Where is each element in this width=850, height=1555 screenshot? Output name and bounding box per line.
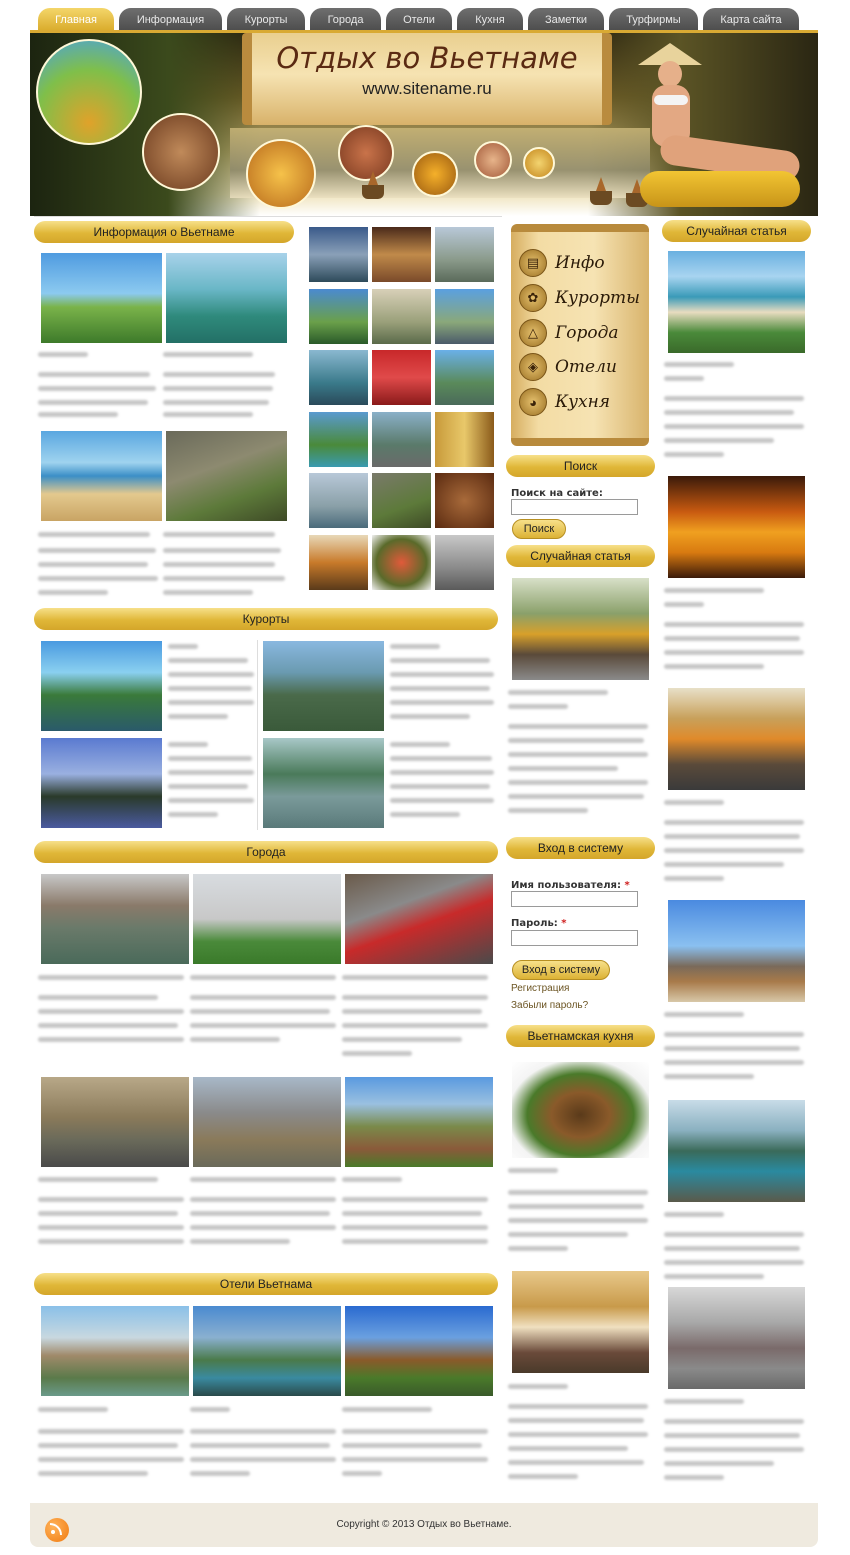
resort-image-3[interactable]	[262, 640, 385, 732]
search-title: Поиск	[506, 455, 655, 477]
username-label: Имя пользователя: *	[511, 880, 630, 891]
gallery-photo[interactable]	[434, 288, 495, 345]
nav-tab-hotels[interactable]: Отели	[386, 8, 452, 32]
sidebar-item-label: Города	[555, 323, 619, 343]
nav-tab-tourfirms[interactable]: Турфирмы	[609, 8, 698, 32]
sidebar-item-cities[interactable]	[519, 318, 641, 348]
section-title-resorts[interactable]: Курорты	[34, 608, 498, 630]
random-article-title: Случайная статья	[506, 545, 655, 567]
nav-tab-resorts[interactable]: Курорты	[227, 8, 305, 32]
site-title: Отдых во Вьетнаме	[276, 41, 578, 75]
register-link[interactable]: Регистрация	[511, 983, 570, 994]
header-circle-angkor	[246, 139, 316, 209]
city-image-2[interactable]	[192, 873, 342, 965]
login-button[interactable]: Вход в систему	[512, 960, 610, 980]
right-article-image-2[interactable]	[667, 475, 806, 579]
info-image-halong[interactable]	[165, 252, 288, 344]
gallery-photo[interactable]	[434, 534, 495, 591]
search-label: Поиск на сайте:	[511, 488, 603, 499]
gallery-photo[interactable]	[434, 472, 495, 529]
nav-tab-cities[interactable]: Города	[310, 8, 381, 32]
gallery-photo[interactable]	[371, 349, 432, 406]
section-title-cities[interactable]: Города	[34, 841, 498, 863]
random-article-image[interactable]	[511, 577, 650, 681]
nav-tab-notes[interactable]: Заметки	[528, 8, 604, 32]
gallery-photo[interactable]	[308, 349, 369, 406]
dish-icon: ◕	[519, 388, 547, 416]
sidebar-item-label: Курорты	[555, 288, 640, 308]
nav-tab-cuisine[interactable]: Кухня	[457, 8, 523, 32]
header-circle-small-1	[474, 141, 512, 179]
city-image-6[interactable]	[344, 1076, 494, 1168]
forgot-password-link[interactable]: Забыли пароль?	[511, 1000, 589, 1011]
right-article-image-3[interactable]	[667, 687, 806, 791]
hotel-image-1[interactable]	[40, 1305, 190, 1397]
sidebar-item-resorts[interactable]	[519, 283, 641, 313]
gallery-photo[interactable]	[308, 472, 369, 529]
gallery-photo[interactable]	[371, 411, 432, 468]
nav-tab-sitemap[interactable]: Карта сайта	[703, 8, 799, 32]
nav-tab-home[interactable]: Главная	[38, 8, 114, 32]
username-field[interactable]	[511, 891, 638, 907]
gallery-photo[interactable]	[371, 534, 432, 591]
info-image-market-women[interactable]	[165, 430, 288, 522]
cuisine-image-1[interactable]	[511, 1061, 650, 1159]
password-label: Пароль: *	[511, 918, 567, 929]
header-boat-1	[362, 185, 384, 199]
city-image-1[interactable]	[40, 873, 190, 965]
gallery-photo[interactable]	[434, 226, 495, 283]
gallery-photo[interactable]	[434, 411, 495, 468]
site-header	[30, 33, 818, 216]
gallery-photo[interactable]	[434, 349, 495, 406]
site-footer	[30, 1503, 818, 1547]
resort-image-2[interactable]	[40, 737, 163, 829]
resort-image-4[interactable]	[262, 737, 385, 829]
hotel-image-3[interactable]	[344, 1305, 494, 1397]
sidebar-item-label: Отели	[555, 357, 617, 377]
header-circle-bay	[338, 125, 394, 181]
scroll-icon: ▤	[519, 249, 547, 277]
sidebar-item-label: Инфо	[555, 253, 605, 273]
section-title-hotels[interactable]: Отели Вьетнама	[34, 1273, 498, 1295]
hotel-image-2[interactable]	[192, 1305, 342, 1397]
header-circle-sunset	[412, 151, 458, 197]
city-image-5[interactable]	[192, 1076, 342, 1168]
info-image-beach-park[interactable]	[40, 252, 163, 344]
right-article-image-6[interactable]	[667, 1286, 806, 1390]
site-url: www.sitename.ru	[362, 79, 492, 98]
gallery-photo[interactable]	[371, 288, 432, 345]
right-random-article-title: Случайная статья	[662, 220, 811, 242]
cuisine-title: Вьетнамская кухня	[506, 1025, 655, 1047]
sidebar-item-info[interactable]	[519, 248, 641, 278]
right-article-image-5[interactable]	[667, 1099, 806, 1203]
cuisine-image-2[interactable]	[511, 1270, 650, 1374]
city-icon: △	[519, 319, 547, 347]
sidebar-item-label: Кухня	[555, 392, 611, 412]
header-rule	[34, 216, 502, 217]
copyright-text: Copyright © 2013 Отдых во Вьетнаме.	[336, 1519, 512, 1530]
login-title: Вход в систему	[506, 837, 655, 859]
search-input[interactable]	[511, 499, 638, 515]
bed-icon: ◈	[519, 353, 547, 381]
sidebar-item-hotels[interactable]	[519, 352, 641, 382]
header-title-scroll	[242, 33, 612, 125]
header-circle-temple	[36, 39, 142, 145]
resort-image-1[interactable]	[40, 640, 163, 732]
gallery-photo[interactable]	[308, 226, 369, 283]
gallery-photo[interactable]	[308, 411, 369, 468]
resorts-column-divider	[257, 640, 258, 830]
city-image-3[interactable]	[344, 873, 494, 965]
main-nav	[30, 6, 818, 32]
city-image-4[interactable]	[40, 1076, 190, 1168]
sidebar-item-cuisine[interactable]	[519, 387, 641, 417]
search-button[interactable]: Поиск	[512, 519, 566, 539]
info-image-beach-huts[interactable]	[40, 430, 163, 522]
gallery-photo[interactable]	[371, 226, 432, 283]
gallery-photo[interactable]	[308, 534, 369, 591]
section-title-info[interactable]: Информация о Вьетнаме	[34, 221, 294, 243]
gallery-photo[interactable]	[308, 288, 369, 345]
password-field[interactable]	[511, 930, 638, 946]
header-circle-junk	[142, 113, 220, 191]
right-article-image-4[interactable]	[667, 899, 806, 1003]
sidebar-menu-scroll	[511, 224, 649, 446]
right-article-image-1[interactable]	[667, 250, 806, 354]
header-circle-small-2	[523, 147, 555, 179]
header-boat-2	[590, 191, 612, 205]
palm-icon: ✿	[519, 284, 547, 312]
header-woman-figure	[620, 43, 800, 208]
nav-tab-info[interactable]: Информация	[119, 8, 222, 32]
gallery-photo[interactable]	[371, 472, 432, 529]
